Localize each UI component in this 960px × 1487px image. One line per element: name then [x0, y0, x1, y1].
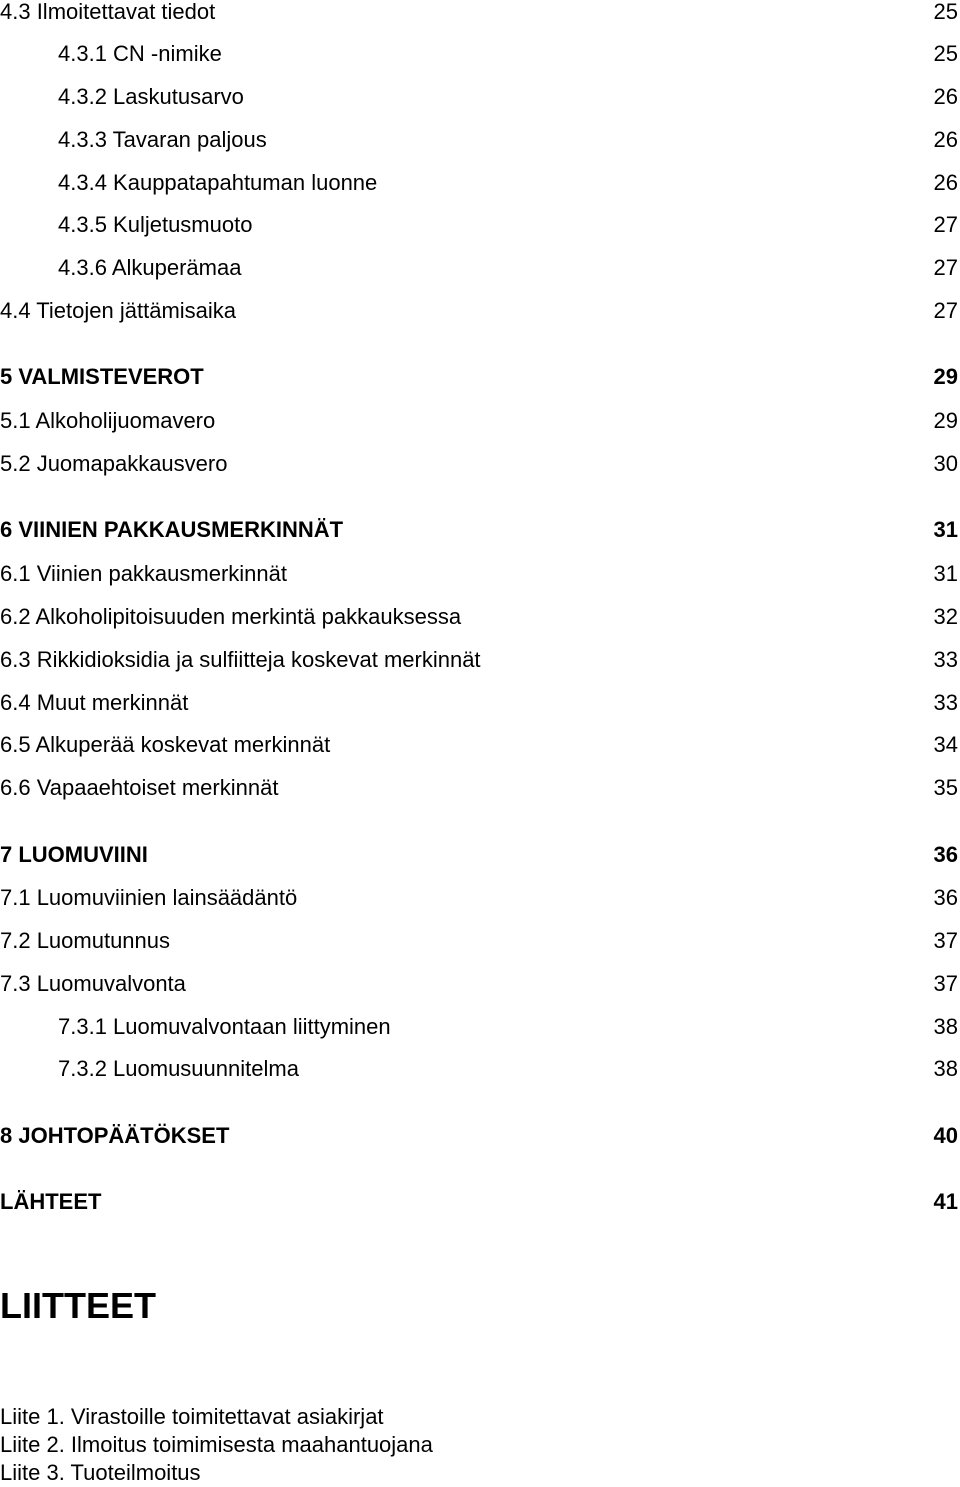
toc-chapter-8 [0, 1121, 960, 1151]
toc-chapter-6 [0, 515, 960, 545]
toc-entry-title: 6.5 Alkuperää koskevat merkinnät [0, 732, 331, 757]
toc-entry-7-3-2 [0, 1054, 960, 1084]
toc-entry-6-6 [0, 773, 960, 803]
toc-entry-title: 5.2 Juomapakkausvero [0, 451, 228, 476]
toc-entry-title: LÄHTEET [0, 1189, 102, 1214]
toc-entry-title: 4.3.5 Kuljetusmuoto [58, 212, 253, 237]
toc-references [0, 1187, 960, 1217]
toc-entry-title: 7.3.2 Luomusuunnitelma [58, 1056, 299, 1081]
toc-entry-4-4 [0, 296, 960, 326]
toc-entry-title: 7.3 Luomuvalvonta [0, 971, 186, 996]
toc-page-number: 26 [933, 84, 958, 109]
toc-chapter-5 [0, 362, 960, 392]
toc-entry-title: 4.3.2 Laskutusarvo [58, 84, 244, 109]
toc-entry-6-5 [0, 730, 960, 760]
toc-entry-title: 6.2 Alkoholipitoisuuden merkintä pakkauksessa [0, 604, 462, 629]
toc-entry-4-3-6 [0, 253, 960, 283]
appendix-item: Liite 3. Tuoteilmoitus [0, 1460, 201, 1485]
toc-entry-title: 4.3.4 Kauppatapahtuman luonne [58, 170, 378, 195]
toc-entry-title: 4.3.3 Tavaran paljous [58, 127, 267, 152]
toc-page-number: 26 [933, 127, 958, 152]
toc-page-number: 30 [933, 451, 958, 476]
toc-entry-4-3-4 [0, 168, 960, 198]
toc-page-number: 38 [933, 1014, 958, 1039]
toc-page-number: 25 [933, 0, 958, 24]
toc-page-number: 35 [933, 775, 958, 800]
toc-entry-4-3-1 [0, 39, 960, 69]
toc-entry-title: 6 VIINIEN PAKKAUSMERKINNÄT [0, 517, 344, 542]
appendix-item: Liite 1. Virastoille toimitettavat asiakirjat [0, 1404, 384, 1429]
toc-entry-title: 6.3 Rikkidioksidia ja sulfiitteja koskevat merkinnät [0, 647, 481, 672]
toc-page-number: 40 [933, 1123, 958, 1148]
toc-entry-title: 7.2 Luomutunnus [0, 928, 171, 953]
toc-entry-title: 7 LUOMUVIINI [0, 842, 148, 867]
toc-entry-title: 4.3 Ilmoitettavat tiedot [0, 0, 216, 24]
toc-entry-7-1 [0, 883, 960, 913]
toc-page-number: 25 [933, 41, 958, 66]
toc-page-number: 41 [933, 1189, 958, 1214]
toc-entry-4-3-2 [0, 82, 960, 112]
toc-entry-4-3 [0, 0, 960, 27]
toc-entry-7-3-1 [0, 1012, 960, 1042]
toc-page-number: 27 [933, 298, 958, 323]
toc-entry-4-3-5 [0, 210, 960, 240]
toc-entry-6-4 [0, 688, 960, 718]
toc-page-number: 38 [933, 1056, 958, 1081]
toc-entry-4-3-3 [0, 125, 960, 155]
toc-entry-title: 4.3.1 CN -nimike [58, 41, 222, 66]
toc-chapter-7 [0, 840, 960, 870]
toc-entry-title: 6.4 Muut merkinnät [0, 690, 189, 715]
toc-page-number: 29 [933, 408, 958, 433]
toc-page-number: 37 [933, 928, 958, 953]
toc-entry-title: 7.3.1 Luomuvalvontaan liittyminen [58, 1014, 391, 1039]
toc-page-number: 36 [933, 885, 958, 910]
toc-entry-title: 6.1 Viinien pakkausmerkinnät [0, 561, 287, 586]
toc-entry-title: 5 VALMISTEVEROT [0, 364, 204, 389]
toc-entry-6-3 [0, 645, 960, 675]
toc-entry-title: 8 JOHTOPÄÄTÖKSET [0, 1123, 230, 1148]
toc-entry-title: 7.1 Luomuviinien lainsäädäntö [0, 885, 298, 910]
toc-page-number: 37 [933, 971, 958, 996]
toc-entry-title: 4.3.6 Alkuperämaa [58, 255, 242, 280]
toc-entry-7-3 [0, 969, 960, 999]
toc-entry-5-2 [0, 449, 960, 479]
toc-page-number: 31 [933, 517, 958, 542]
appendices-heading: LIITTEET [0, 1285, 156, 1326]
toc-entry-title: 6.6 Vapaaehtoiset merkinnät [0, 775, 279, 800]
toc-entry-6-2 [0, 602, 960, 632]
toc-entry-5-1 [0, 406, 960, 436]
toc-entry-title: 4.4 Tietojen jättämisaika [0, 298, 237, 323]
toc-page-number: 36 [933, 842, 958, 867]
toc-page-number: 33 [933, 647, 958, 672]
toc-page-number: 31 [933, 561, 958, 586]
toc-page-number: 26 [933, 170, 958, 195]
toc-page-number: 29 [933, 364, 958, 389]
toc-page-number: 32 [933, 604, 958, 629]
toc-page-number: 33 [933, 690, 958, 715]
toc-page-number: 27 [933, 255, 958, 280]
appendix-item: Liite 2. Ilmoitus toimimisesta maahantuojana [0, 1432, 433, 1457]
toc-page-number: 27 [933, 212, 958, 237]
toc-page-number: 34 [933, 732, 958, 757]
toc-entry-title: 5.1 Alkoholijuomavero [0, 408, 216, 433]
toc-entry-6-1 [0, 559, 960, 589]
toc-entry-7-2 [0, 926, 960, 956]
